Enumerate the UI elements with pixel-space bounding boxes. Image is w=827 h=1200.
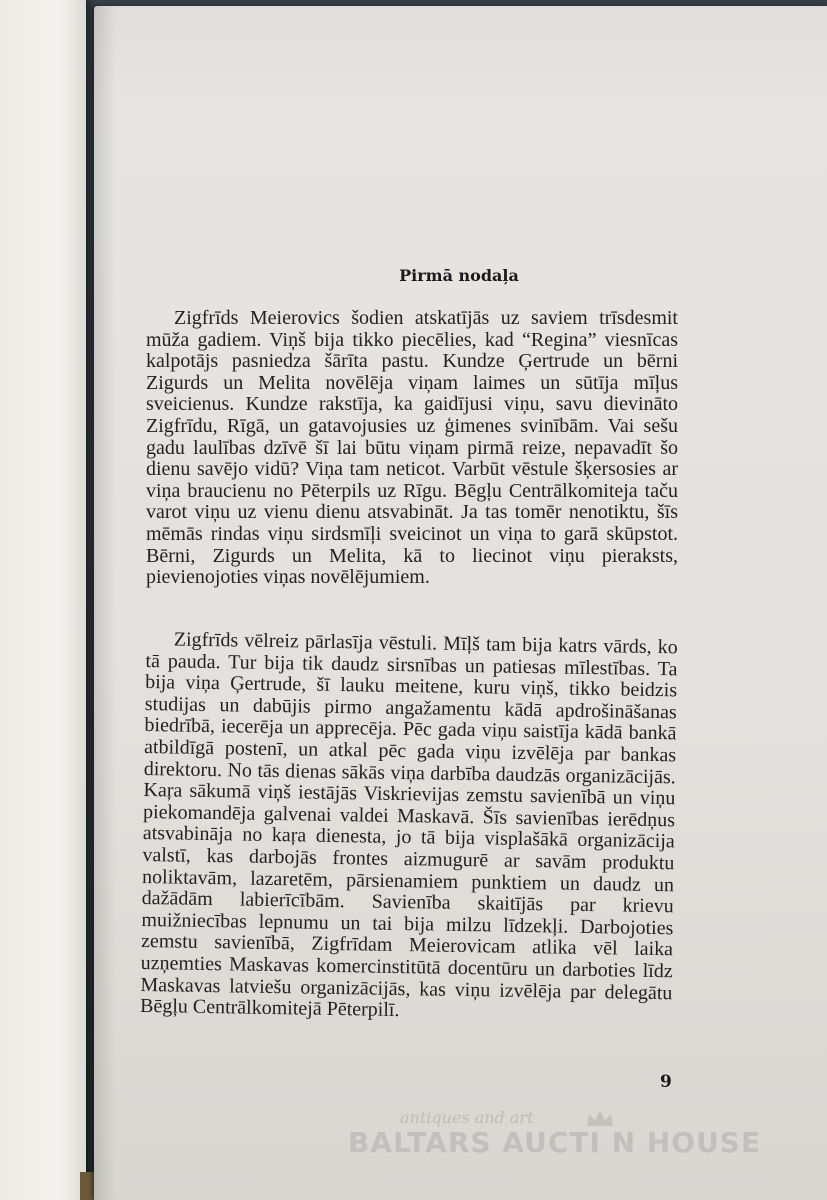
paragraph-1-block (146, 308, 678, 589)
paragraph-2-block (140, 629, 678, 1026)
watermark-name: BALTARS AUCTI N HOUSE (348, 1126, 762, 1159)
paragraph: Zigfrīds Meierovics šodien atskatījās uz saviem trīsdesmit mūža gadiem. Viņš bija tikko piecēlies, kad “Regina” viesnīcas kalpotājs pasniedza šārīta pastu. Kundze Ģertrude un bērni Zigurds un Melita novēlēja viņam laimes un sūtīja mīļus sveicienus. Kundze rakstīja, ka gaidījusi viņu, savu dievināto Zigfrīdu, Rīgā, un gatavojusies uz ģimenes svinībām. Vai sešu gadu laulības dzīvē šī lai būtu viņam pirmā reize, nepavadīt šo dienu savējo vidū? Viņa tam neticot. Varbūt vēstule šķersosies ar viņa braucienu no Pēterpils uz Rīgu. Bēgļu Centrālkomiteja taču varot viņu uz vienu dienu atsvabināt. Ja tas tomēr nenotiktu, šīs mēmās rindas viņu sirdsmīļi sveicinot un viņa to garā skūpstot. Bērni, Zigurds un Melita, kā to liecinot viņu pieraksts, pievienojoties viņas novēlējumiem. (146, 307, 678, 589)
watermark (340, 1108, 760, 1168)
paragraph: Zigfrīds vēlreiz pārlasīja vēstuli. Mīļš tam bija katrs vārds, ko tā pauda. Tur bija tik daudz sirsnības un patiesas mīlestības. Ta bija viņa Ģertrude, šī lauku meitene, kuru viņš, tikko beidzis studijas un dabūjis pirmo angažamentu kādā apdrošināšanas biedrībā, iecerēja un apprecēja. Pēc gada viņu saistīja kādā bankā atbildīgā postenī, un atkal pēc gada viņu izvēlēja par bankas direktoru. No tās dienas sākās viņa darbība daudzās organizācijās. Kaŗa sākumā viņš iestājās Viskrievijas zemstu savienībā un viņu piekomandēja galvenai valdei Maskavā. Šīs savienības ierēdņus atsvabināja no kaŗa dienesta, jo tā bija visplašākā organizācija valstī, kas darbojās frontes aizmugurē ar savām produktu noliktavām, lazaretēm, pārsienamiem punktiem un daudz un dažādām labierīcībām. Savienība skaitījās par krievu muižniecības lepnumu un tai bija milzu līdzekļi. Darbojoties zemstu savienībā, Zigfrīdam Meierovicam atlika vēl laika uzņemties Maskavas komercinstitūtā docentūru un darboties līdz Maskavas latviešu organizācijās, kas viņu izvēlēja par delegātu Bēgļu Centrālkomitejā Pēterpilī. (139, 628, 678, 1022)
crown-icon (585, 1108, 615, 1128)
chapter-title: Pirmā nodaļa (399, 266, 519, 285)
page-gutter-shadow (94, 6, 116, 1200)
left-page-edge (0, 0, 86, 1200)
page-number: 9 (660, 1072, 672, 1092)
watermark-tagline: antiques and art (400, 1108, 534, 1127)
